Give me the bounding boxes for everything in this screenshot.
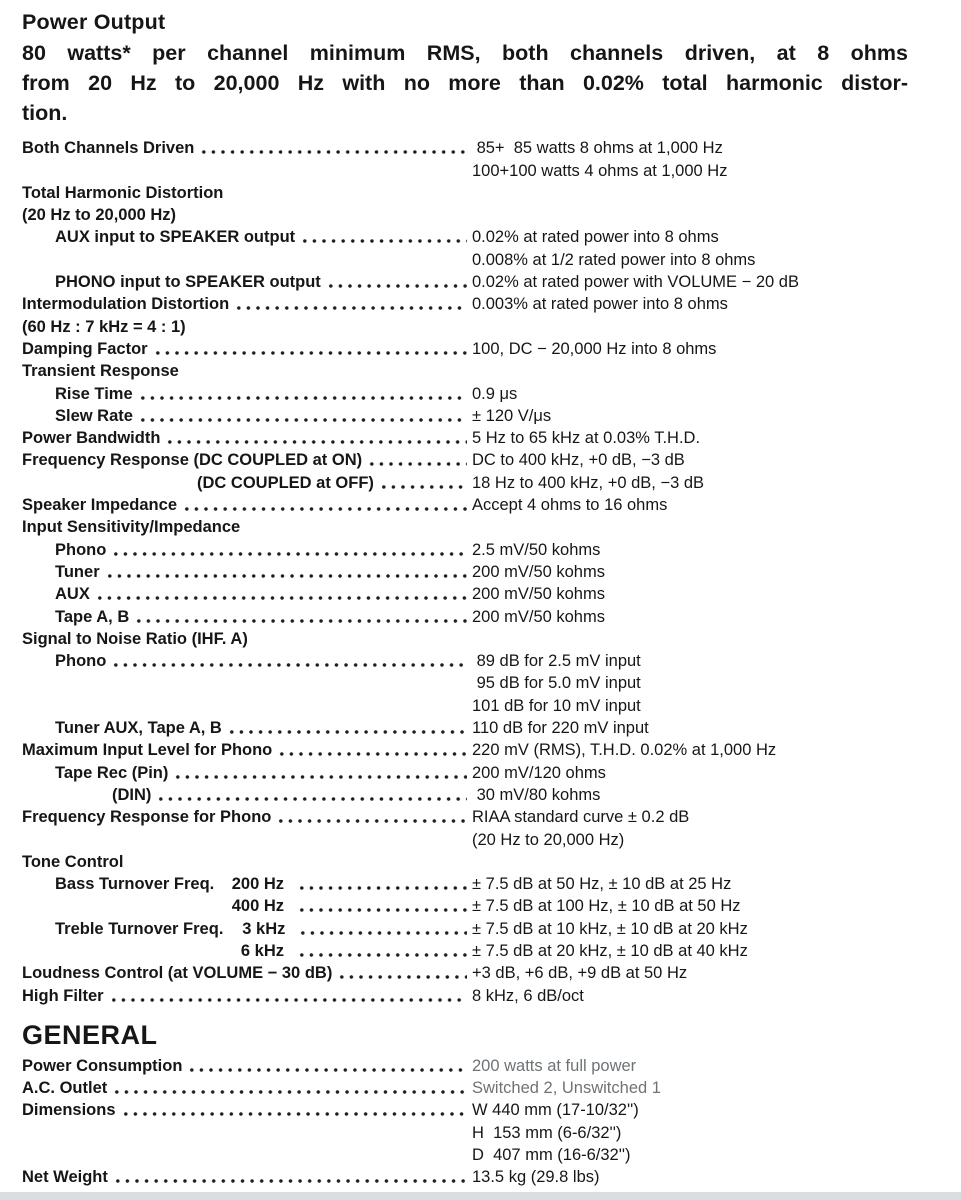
spec-value: D 407 mm (16-6/32'') — [472, 1146, 631, 1165]
intro-line-3: tion. — [22, 101, 68, 125]
spec-value: 220 mV (RMS), T.H.D. 0.02% at 1,000 Hz — [472, 741, 777, 760]
dot-leader-icon — [128, 849, 467, 869]
dot-leader-icon — [111, 648, 467, 668]
spec-value: 0.003% at rated power into 8 ohms — [472, 295, 728, 314]
spec-value: 200 watts at full power — [472, 1056, 637, 1075]
spec-row — [22, 761, 961, 783]
spec-value: 0.9 μs — [472, 384, 518, 403]
dot-leader-icon — [156, 782, 467, 802]
spec-row — [22, 315, 961, 337]
spec-row — [22, 561, 961, 583]
spec-value: 110 dB for 220 mV input — [472, 719, 649, 738]
spec-value: 8 kHz, 6 dB/oct — [472, 986, 584, 1005]
spec-value: ± 120 V/μs — [472, 406, 552, 425]
dot-leader-icon — [379, 470, 467, 490]
spec-row — [22, 338, 961, 360]
spec-value: DC to 400 kHz, +0 dB, −3 dB — [472, 451, 685, 470]
dot-leader-icon — [138, 381, 467, 401]
spec-row — [22, 828, 961, 850]
spec-value: Accept 4 ohms to 16 ohms — [472, 496, 668, 515]
spec-label: Input Sensitivity/Impedance — [22, 518, 241, 537]
spec-label: Maximum Input Level for Phono — [22, 741, 273, 760]
spec-label: (DC COUPLED at OFF) — [197, 473, 374, 492]
spec-label: Total Harmonic Distortion — [22, 183, 224, 202]
spec-label: Treble Turnover Freq. — [55, 919, 224, 938]
spec-row — [22, 717, 961, 739]
dot-leader-icon — [109, 983, 467, 1003]
spec-row — [22, 1055, 961, 1077]
dot-leader-icon — [27, 247, 467, 267]
spec-row — [22, 516, 961, 538]
dot-leader-icon — [184, 358, 467, 378]
spec-row — [22, 360, 961, 382]
spec-label: Tuner — [55, 562, 100, 581]
spec-label: Frequency Response for Phono — [22, 808, 272, 827]
spec-row — [22, 940, 961, 962]
intro-line-2: from 20 Hz to 20,000 Hz with no more than 0.02% total harmonic distor- — [22, 71, 908, 95]
spec-label: AUX — [55, 585, 90, 604]
spec-value: 101 dB for 10 mV input — [472, 696, 641, 715]
spec-value: 200 mV/50 kohms — [472, 607, 605, 626]
spec-row — [22, 204, 961, 226]
dot-leader-icon — [27, 158, 467, 178]
spec-value: 100, DC − 20,000 Hz into 8 ohms — [472, 339, 717, 358]
spec-freq: 3 kHz — [242, 919, 286, 938]
spec-value: ± 7.5 dB at 100 Hz, ± 10 dB at 50 Hz — [472, 897, 741, 916]
dot-leader-icon — [227, 715, 467, 735]
dot-leader-icon — [27, 1142, 467, 1162]
dot-leader-icon — [112, 1075, 467, 1095]
spec-row — [22, 226, 961, 248]
spec-row — [22, 895, 961, 917]
dot-leader-icon — [181, 202, 467, 222]
spec-list — [22, 137, 961, 1007]
spec-value: 13.5 kg (29.8 lbs) — [472, 1168, 600, 1187]
dot-leader-icon — [297, 871, 467, 891]
spec-value: ± 7.5 dB at 50 Hz, ± 10 dB at 25 Hz — [472, 875, 732, 894]
spec-row — [22, 650, 961, 672]
spec-row — [22, 449, 961, 471]
dot-leader-icon — [27, 827, 467, 847]
dot-leader-icon — [234, 291, 467, 311]
spec-freq: 6 kHz — [240, 941, 284, 960]
dot-leader-icon — [300, 224, 467, 244]
general-spec-list — [22, 1055, 961, 1189]
dot-leader-icon — [367, 447, 467, 467]
spec-freq: 400 Hz — [231, 897, 284, 916]
spec-label: Rise Time — [55, 384, 133, 403]
spec-value: 200 mV/50 kohms — [472, 585, 605, 604]
spec-value: 85+ 85 watts 8 ohms at 1,000 Hz — [472, 139, 723, 158]
spec-value: 100+100 watts 4 ohms at 1,000 Hz — [472, 161, 728, 180]
spec-row — [22, 1166, 961, 1188]
scan-edge-artifact — [0, 1192, 961, 1200]
spec-row — [22, 605, 961, 627]
spec-freq: 200 Hz — [231, 875, 284, 894]
dot-leader-icon — [228, 180, 467, 200]
spec-label: Intermodulation Distortion — [22, 295, 230, 314]
spec-value: 0.008% at 1/2 rated power into 8 ohms — [472, 250, 756, 269]
spec-label: Phono — [55, 652, 107, 671]
dot-leader-icon — [153, 336, 467, 356]
spec-label: Power Bandwidth — [22, 429, 161, 448]
spec-label: Net Weight — [22, 1168, 108, 1187]
dot-leader-icon — [182, 492, 467, 512]
spec-value: ± 7.5 dB at 20 kHz, ± 10 dB at 40 kHz — [472, 941, 748, 960]
spec-row — [22, 984, 961, 1006]
spec-label: Dimensions — [22, 1101, 116, 1120]
spec-row — [22, 1121, 961, 1143]
dot-leader-icon — [297, 893, 467, 913]
dot-leader-icon — [27, 670, 467, 690]
spec-row — [22, 1077, 961, 1099]
spec-value: 5 Hz to 65 kHz at 0.03% T.H.D. — [472, 429, 701, 448]
intro-line-1: 80 watts* per channel minimum RMS, both channels driven, at 8 ohms — [22, 41, 908, 65]
spec-row — [22, 739, 961, 761]
spec-value: +3 dB, +6 dB, +9 dB at 50 Hz — [472, 964, 688, 983]
spec-row — [22, 271, 961, 293]
dot-leader-icon — [95, 581, 467, 601]
spec-value: 2.5 mV/50 kohms — [472, 540, 601, 559]
spec-row — [22, 538, 961, 560]
spec-row — [22, 427, 961, 449]
spec-label: Damping Factor — [22, 339, 148, 358]
spec-label: Transient Response — [22, 362, 179, 381]
dot-leader-icon — [253, 626, 467, 646]
dot-leader-icon — [105, 559, 467, 579]
spec-value: H 153 mm (6-6/32'') — [472, 1123, 622, 1142]
spec-value: 30 mV/80 kohms — [472, 785, 601, 804]
dot-leader-icon — [165, 425, 467, 445]
spec-row — [22, 672, 961, 694]
spec-value: 0.02% at rated power into 8 ohms — [472, 228, 719, 247]
dot-leader-icon — [276, 804, 467, 824]
spec-row — [22, 293, 961, 315]
spec-value: 0.02% at rated power with VOLUME − 20 dB — [472, 273, 799, 292]
spec-label: Tape A, B — [55, 607, 130, 626]
spec-label: Tape Rec (Pin) — [55, 763, 169, 782]
spec-value: 89 dB for 2.5 mV input — [472, 652, 641, 671]
dot-leader-icon — [277, 737, 467, 757]
spec-label: A.C. Outlet — [22, 1079, 108, 1098]
spec-row — [22, 917, 961, 939]
spec-row — [22, 137, 961, 159]
dot-leader-icon — [245, 514, 467, 534]
spec-label: (DIN) — [112, 785, 152, 804]
dot-leader-icon — [27, 693, 467, 713]
spec-row — [22, 806, 961, 828]
spec-label: Loudness Control (at VOLUME − 30 dB) — [22, 964, 333, 983]
spec-row — [22, 494, 961, 516]
spec-label: Power Consumption — [22, 1056, 183, 1075]
spec-label: Tone Control — [22, 852, 124, 871]
spec-label: PHONO input to SPEAKER output — [55, 273, 321, 292]
dot-leader-icon — [138, 403, 467, 423]
spec-value: 95 dB for 5.0 mV input — [472, 674, 641, 693]
dot-leader-icon — [298, 916, 467, 936]
page-title: Power Output — [22, 10, 166, 34]
spec-row — [22, 694, 961, 716]
intro-paragraph — [22, 38, 908, 128]
spec-label: (20 Hz to 20,000 Hz) — [22, 206, 177, 225]
dot-leader-icon — [121, 1097, 467, 1117]
spec-row — [22, 583, 961, 605]
dot-leader-icon — [134, 604, 467, 624]
spec-label: Tuner AUX, Tape A, B — [55, 719, 222, 738]
spec-label: High Filter — [22, 986, 104, 1005]
spec-row — [22, 382, 961, 404]
spec-value: 200 mV/120 ohms — [472, 763, 606, 782]
spec-label: Slew Rate — [55, 406, 133, 425]
spec-value: ± 7.5 dB at 10 kHz, ± 10 dB at 20 kHz — [472, 919, 748, 938]
spec-row — [22, 784, 961, 806]
spec-row — [22, 1144, 961, 1166]
dot-leader-icon — [191, 314, 467, 334]
spec-value: Switched 2, Unswitched 1 — [472, 1079, 661, 1098]
dot-leader-icon — [111, 537, 467, 557]
spec-label: (60 Hz : 7 kHz = 4 : 1) — [22, 317, 186, 336]
spec-row — [22, 1099, 961, 1121]
spec-row — [22, 182, 961, 204]
spec-value: (20 Hz to 20,000 Hz) — [472, 830, 625, 849]
spec-value: 18 Hz to 400 kHz, +0 dB, −3 dB — [472, 473, 705, 492]
spec-row — [22, 873, 961, 895]
spec-row — [22, 628, 961, 650]
dot-leader-icon — [27, 1120, 467, 1140]
dot-leader-icon — [187, 1053, 467, 1073]
spec-label: Phono — [55, 540, 107, 559]
spec-label: Bass Turnover Freq. — [55, 875, 215, 894]
spec-row — [22, 159, 961, 181]
dot-leader-icon — [326, 269, 467, 289]
section-title-general: GENERAL — [22, 1019, 158, 1050]
dot-leader-icon — [297, 938, 467, 958]
spec-label: AUX input to SPEAKER output — [55, 228, 296, 247]
spec-label: Speaker Impedance — [22, 496, 177, 515]
spec-row — [22, 405, 961, 427]
spec-label: Signal to Noise Ratio (IHF. A) — [22, 629, 248, 648]
dot-leader-icon — [337, 960, 467, 980]
spec-value: 200 mV/50 kohms — [472, 562, 605, 581]
spec-row — [22, 471, 961, 493]
dot-leader-icon — [173, 760, 467, 780]
spec-value: W 440 mm (17-10/32'') — [472, 1101, 639, 1120]
spec-row — [22, 248, 961, 270]
dot-leader-icon — [199, 135, 467, 155]
spec-row — [22, 851, 961, 873]
spec-label: Frequency Response (DC COUPLED at ON) — [22, 451, 363, 470]
dot-leader-icon — [113, 1164, 467, 1184]
spec-label: Both Channels Driven — [22, 139, 195, 158]
spec-row — [22, 962, 961, 984]
spec-value: RIAA standard curve ± 0.2 dB — [472, 808, 690, 827]
